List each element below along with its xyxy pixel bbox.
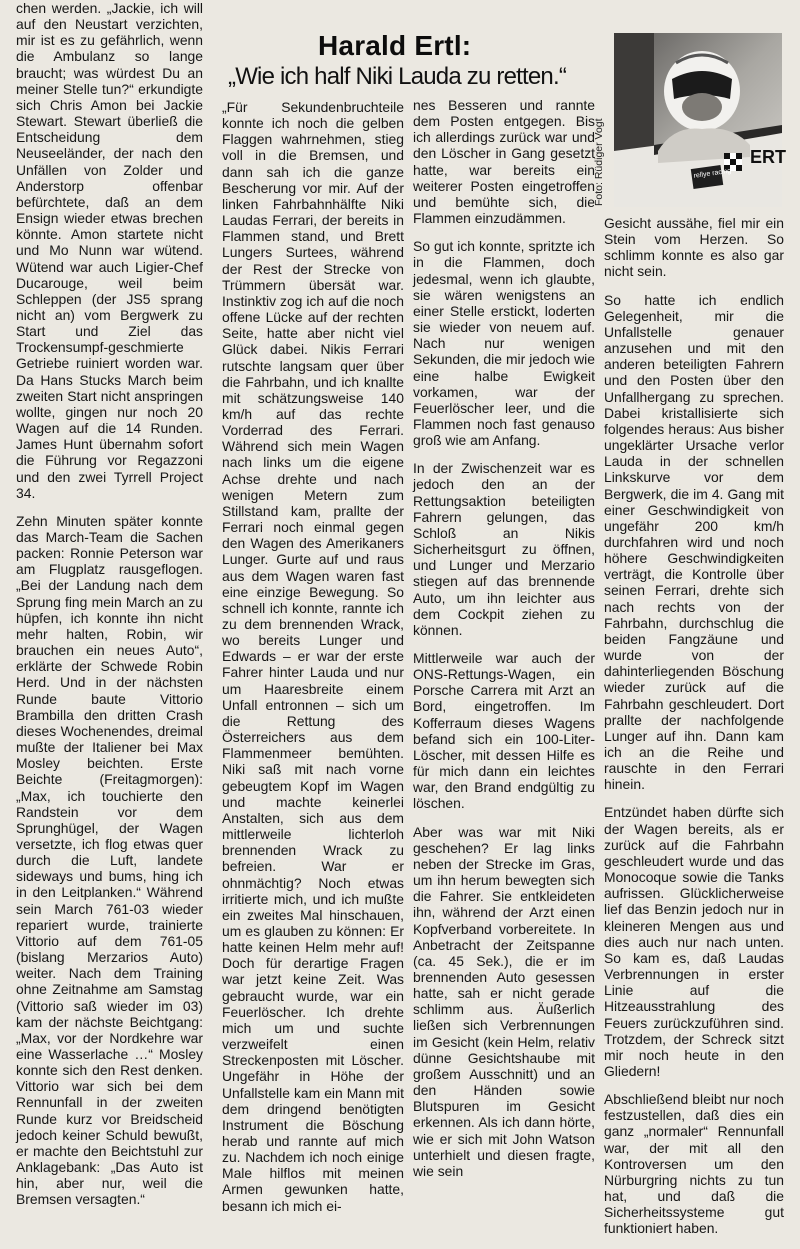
paragraph: Aber was war mit Niki geschehen? Er lag links neben der Strecke im Gras, um ihn herum bewegten sich die Fahrer. Sie entkleideten ihn, während der Arzt einen Kopfverband vorbereitete. In Anbetracht der Zeitspanne (ca. 45 Sek.), die er im brennenden Auto gesessen hatte, sah er nicht gerade schlimm aus. Äußerlich ließen sich Verbrennungen im Gesicht (kein Helm, relativ dünne Gesichtshaube mit großem Ausschnitt) und an den Händen sowie Blutspuren im Gesicht erkennen. Als ich dann hörte, wie er sich mit John Watson unterhielt und diesen fragte, wie sein xyxy=(413,823,595,1179)
paragraph: Mittlerweile war auch der ONS-Rettungs-Wagen, ein Porsche Carrera mit Arzt an Bord, eingetroffen. Im Kofferraum dieses Wagens befand sich ein 100-Liter-Löscher, mit dessen Hilfe es für mich dann ein leichtes war, den Brand endgültig zu löschen. xyxy=(413,650,595,812)
photo-car-lettering: ERT xyxy=(750,147,786,167)
paragraph: So hatte ich endlich Gelegenheit, mir die Unfallstelle genauer anzusehen und mit den anderen beteiligten Fahrern und den Posten über den Unfallhergang zu sprechen. Dabei kristallisierte sich folgendes heraus: Aus bisher ungeklärter Ursache verlor Lauda in der schnellen Linkskurve vor dem Bergwerk, die im 4. Gang mit einer Geschwindigkeit von ungefähr 200 km/h durchfahren wird und noch höhere Geschwindigkeiten verträgt, die Kontrolle über seinen Ferrari, drehte sich nach rechts von der Fahrbahn, durchschlug die beiden Fangzäune und wurde von der dahinterliegenden Böschung wieder zurück auf die Fahrbahn geschleudert. Dort prallte der nachfolgende Lunger auf ihn. Dann kam ich an die Reihe und rauschte in den Ferrari hinein. xyxy=(604,291,784,793)
article-column-right xyxy=(604,215,784,1249)
article-column-middle-1 xyxy=(222,99,404,1226)
paragraph: Zehn Minuten später konnte das March-Team die Sachen packen: Ronnie Peterson war am Flugplatz rausgeflogen. „Bei der Landung nach dem Sprung fing mein March an zu hüpfen, ich konnte ihn nicht mehr halten, Robin, wir brauchen ein neues Auto“, erklärte der Schwede Robin Herd. Und in der nächsten Runde baute Vittorio Brambilla den dritten Crash dieses Wochenendes, dreimal mußte der Italiener bei Max Mosley beichten. Erste Beichte (Freitagmorgen): „Max, ich touchierte den Randstein vor dem Sprunghügel, der Wagen versetzte, ich flog etwas quer durch die Luft, landete sideways und bums, hing ich in den Leitplanken.“ Während sein March 761-03 wieder repariert wurde, trainierte Vittorio auf dem 761-05 (bislang Merzarios Auto) weiter. Nach dem Training ohne Zeitnahme am Samstag (Vittorio saß wieder im 03) kam der nächste Beichtgang: „Max, vor der Nordkehre war eine Wasserlache …“ Mosley konnte sich den Rest denken. Vittorio war sich bei dem Rennunfall in der zweiten Runde kurz vor Breidscheid jedoch keiner Schuld bewußt, er machte den Beichtstuhl zur Anklagebank: „Das Auto ist hin, aber nur, weil die Bremsen versagten.“ xyxy=(16,512,203,1208)
paragraph: chen werden. „Jackie, ich will auf den Neustart verzichten, mir ist es zu gefährlich, wenn die Ambulanz so lange braucht; was würdest Du an meiner Stelle tun?“ erkundigte sich Chris Amon bei Jackie Stewart. Stewart überließ die Entscheidung dem Neuseeländer, der nach den Unfällen von Zolder und Anderstorp offenbar befürchtete, daß an dem Ensign wieder etwas brechen könnte. Amon startete nicht und Mo Nunn war wütend. Wütend war auch Ligier-Chef Ducarouge, weil beim Schleppen (der JS5 sprang nicht an) vom Bergwerk zu Start und Ziel das Trockensumpf-geschmierte Getriebe ruiniert worden war. Da Hans Stucks March beim zweiten Start nicht anspringen wollte, gingen nur noch 20 Wagen auf die 14 Runden. James Hunt übernahm sofort die Führung vor Regazzoni und den zwei Tyrrell Project 34. xyxy=(16,0,203,501)
paragraph: Abschließend bleibt nur noch festzustellen, daß dies ein ganz „normaler“ Rennunfall war, der mit all den Kontroversen um den Nürburgring nichts zu tun hat, und daß die Sicherheitssysteme gut funktioniert haben. xyxy=(604,1091,784,1237)
article-title: Harald Ertl: xyxy=(318,30,472,61)
photo-credit-text: Foto: Rüdiger Vogt xyxy=(593,118,605,206)
paragraph: „Für Sekundenbruchteile konnte ich noch die gelben Flaggen wahrnehmen, stieg voll in die Bremsen, und dann sah ich die ganze Bescherung vor mir. Auf der linken Fahrbahnhälfte Niki Laudas Ferrari, der bereits in Flammen stand, und Brett Lungers Surtees, während der Rest der Strecke von Trümmern übersät war. Instinktiv zog ich auf die noch offene Lücke auf der rechten Seite, hatte aber nicht viel Glück dabei. Nikis Ferrari rutschte langsam quer über die Fahrbahn, und ich knallte mit schätzungsweise 140 km/h auf das rechte Vorderrad des Ferrari. Während sich mein Wagen nach links um die eigene Achse drehte und nach wenigen Metern zum Stillstand kam, prallte der Ferrari noch einmal gegen den Wagen des Amerikaners Lunger. Gurte auf und raus aus dem Wagen waren fast eine einzige Bewegung. So schnell ich konnte, rannte ich zu dem brennenden Wrack, wo bereits Lunger und Edwards – er war der erste Fahrer hinter Lauda und nur um Haaresbreite einem Unfall entronnen – sich um die Rettung des Österreichers aus dem Flammenmeer bemühten. Niki saß mit nach vorne gebeugtem Kopf im Wagen und machte keinerlei Anstalten, sich aus dem mittlerweile lichterloh brennenden Wrack zu befreien. War er ohnmächtig? Noch etwas irritierte mich, und ich mußte ein zweites Mal hinschauen, um es glauben zu können: Er hatte keinen Helm mehr auf! Doch für derartige Fragen war jetzt keine Zeit. Was gebraucht wurde, war ein Feuerlöscher. Ich drehte mich um und suchte verzweifelt einen Streckenposten mit Löscher. Ungefähr in Höhe der Unfallstelle kam ein Mann mit dem dringend benötigten Instrument die Böschung herab und rannte auf mich zu. Nachdem ich noch einige Male hilflos mit meinen Armen gewunken hatte, besann ich mich ei- xyxy=(222,99,404,1214)
article-column-left xyxy=(16,0,203,1220)
driver-photo-image xyxy=(614,33,786,207)
article-column-middle-2 xyxy=(413,97,595,1191)
paragraph: In der Zwischenzeit war es jedoch den an der Rettungsaktion beteiligten Fahrern gelungen, das Schloß an Nikis Sicherheitsgurt zu öffnen, und Lunger und Merzario stiegen auf das brennende Auto, um ihn leichter aus dem Cockpit ziehen zu können. xyxy=(413,460,595,638)
article-subtitle: „Wie ich half Niki Lauda zu retten.“ xyxy=(228,63,567,90)
paragraph: So gut ich konnte, spritzte ich in die Flammen, doch jedesmal, wenn ich glaubte, sie wären wenigstens an einer Stelle erstickt, loderten sie wieder von neuem auf. Nach nur wenigen Sekunden, die mir jedoch wie eine halbe Ewigkeit vorkamen, war der Feuerlöscher leer, und die Flammen noch fast genauso groß wie am Anfang. xyxy=(413,238,595,449)
paragraph: Entzündet haben dürfte sich der Wagen bereits, als er zurück auf die Fahrbahn geschleudert wurde und das Monocoque sowie die Tanks aufrissen. Glücklicherweise lief das Benzin jedoch nur in kleineren Mengen aus und dies auch nur nach unten. So kam es, daß Laudas Verbrennungen in erster Linie auf die Hitzeausstrahlung des Feuers zurückzuführen sind. Trotzdem, der Schreck sitzt mir noch heute in den Gliedern! xyxy=(604,804,784,1079)
photo-sticker-text: rellye racing xyxy=(693,167,732,180)
paragraph: Gesicht aussähe, fiel mir ein Stein vom Herzen. So schlimm konnte es also gar nicht sein. xyxy=(604,215,784,280)
paragraph: nes Besseren und rannte dem Posten entgegen. Bis ich allerdings zurück war und den Löscher in Gang gesetzt hatte, war bereits ein weiterer Posten eingetroffen und bemühte sich, die Flammen einzudämmen. xyxy=(413,97,595,227)
driver-photo xyxy=(614,33,786,207)
